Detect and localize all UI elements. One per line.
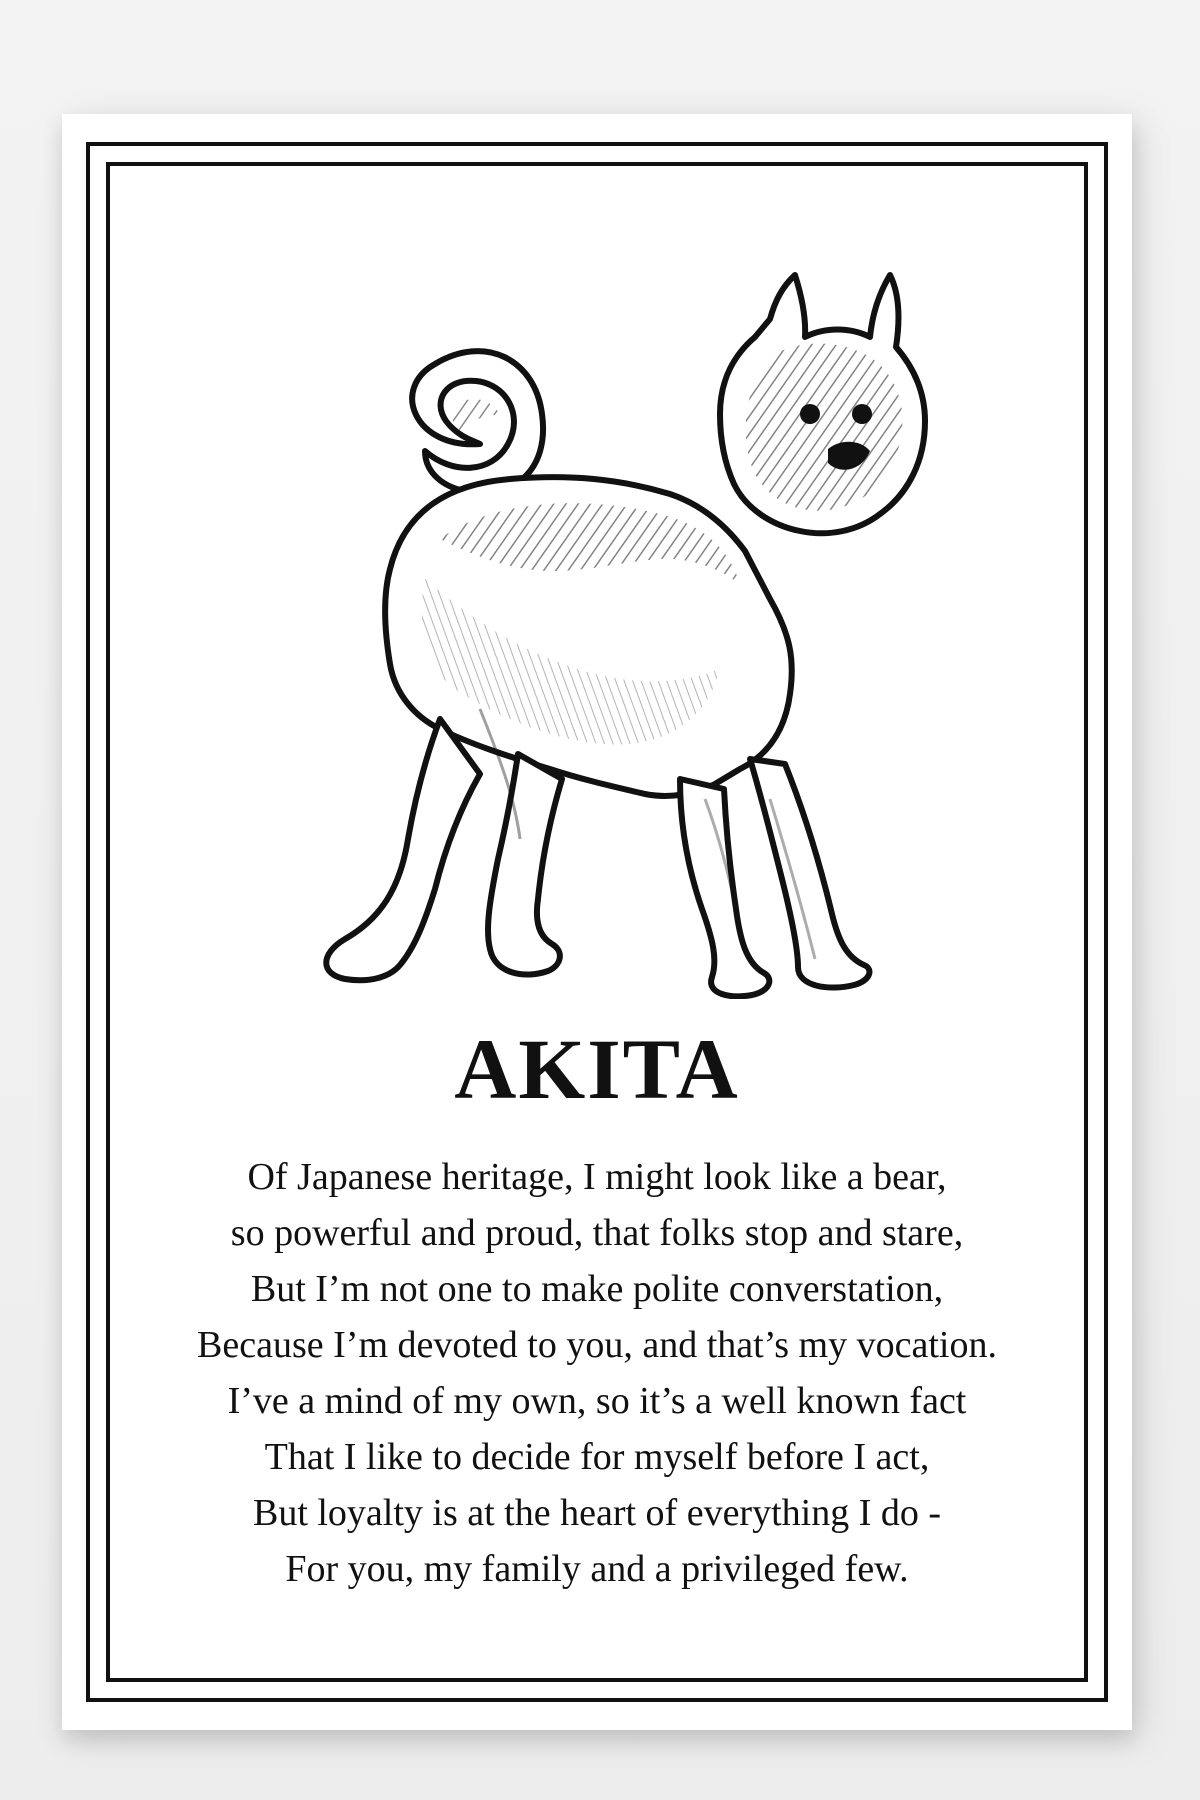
- akita-dog-illustration-icon: [250, 239, 930, 999]
- page-title: AKITA: [454, 1021, 740, 1117]
- dog-svg: [250, 239, 930, 999]
- poster-content: [62, 114, 1132, 1730]
- poem-line: For you, my family and a privileged few.: [285, 1548, 909, 1590]
- poem-line: Of Japanese heritage, I might look like a bear,: [247, 1156, 947, 1198]
- poem-line: But I’m not one to make polite converstation,: [250, 1268, 944, 1310]
- poem-line: But loyalty is at the heart of everything I do -: [252, 1492, 942, 1534]
- poem-text: [102, 1149, 1092, 1597]
- poem-line: so powerful and proud, that folks stop and stare,: [230, 1212, 964, 1254]
- poem-line: Because I’m devoted to you, and that’s my vocation.: [197, 1324, 997, 1366]
- poster: [62, 114, 1132, 1730]
- poem-line: I’ve a mind of my own, so it’s a well known fact: [227, 1380, 967, 1422]
- poem-line: That I like to decide for myself before I act,: [264, 1436, 930, 1478]
